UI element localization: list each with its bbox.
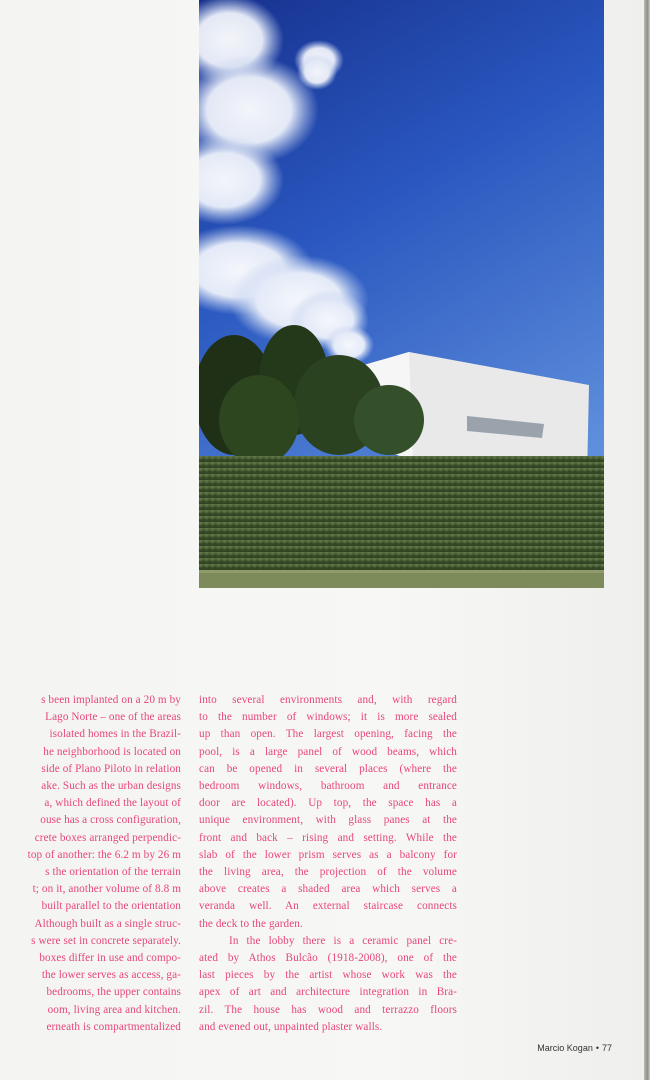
text-line: last pieces by the artist whose work was the: [199, 969, 457, 982]
text-line: bedroom windows, bathroom and entrance: [199, 780, 457, 793]
text-line: door are located). Up top, the space has a: [199, 797, 457, 810]
text-line: ated by Athos Bulcão (1918-2008), one of the: [199, 952, 457, 965]
article-column-left: [0, 692, 181, 1036]
text-line: top of another: the 6.2 m by 26 m: [27, 848, 181, 861]
text-line: t; on it, another volume of 8.8 m: [32, 883, 181, 896]
text-line: s the orientation of the terrain: [45, 866, 181, 879]
text-line: the deck to the garden.: [199, 917, 303, 930]
text-line: side of Plano Piloto in relation: [41, 762, 181, 775]
text-line: to the number of windows; it is more sealed: [199, 711, 457, 724]
text-line: and evened out, unpainted plaster walls.: [199, 1020, 383, 1033]
hedge: [199, 456, 604, 574]
house-photo: [199, 0, 604, 588]
text-line: In the lobby there is a ceramic panel cre-: [229, 934, 457, 947]
page-footer: [537, 1043, 612, 1053]
text-line: unique environment, with glass panes at the: [199, 814, 457, 827]
lawn: [199, 572, 604, 588]
text-line: oom, living area and kitchen.: [47, 1003, 181, 1016]
text-line: into several environments and, with regard: [199, 694, 457, 706]
text-line: zil. The house has wood and terrazzo floors: [199, 1003, 457, 1016]
text-line: the living area, the projection of the volume: [199, 866, 457, 879]
text-line: s been implanted on a 20 m by: [41, 694, 181, 706]
text-line: pool, is a large panel of wood beams, which: [199, 745, 457, 758]
text-line: ouse has a cross configuration,: [40, 814, 181, 827]
text-line: bedrooms, the upper contains: [46, 986, 181, 999]
article-column-right: [199, 692, 457, 1036]
text-line: can be opened in several places (where the: [199, 762, 457, 775]
page-number: 77: [601, 1043, 612, 1053]
text-line: front and back – rising and setting. While the: [199, 831, 457, 844]
text-line: veranda well. An external staircase connects: [199, 900, 457, 913]
text-line: the lower serves as access, ga-: [41, 969, 181, 982]
text-line: ake. Such as the urban designs: [41, 780, 181, 793]
text-line: Although built as a single struc-: [34, 917, 181, 930]
text-line: isolated homes in the Brazil-: [49, 728, 181, 741]
text-line: he neighborhood is located on: [43, 745, 181, 758]
text-line: a, which defined the layout of: [44, 797, 181, 810]
footer-bullet: •: [595, 1043, 599, 1053]
text-line: erneath is compartmentalized: [46, 1020, 181, 1033]
text-line: built parallel to the orientation: [41, 900, 181, 913]
text-line: apex of art and architecture integration in Bra-: [199, 986, 457, 999]
text-line: Lago Norte – one of the areas: [45, 711, 181, 724]
text-line: crete boxes arranged perpendic-: [34, 831, 181, 844]
text-line: boxes differ in use and compo-: [39, 952, 181, 965]
page-edge: [644, 0, 650, 1080]
text-line: s were set in concrete separately.: [31, 934, 181, 947]
footer-author: Marcio Kogan: [537, 1043, 593, 1053]
text-line: up than open. The largest opening, facing the: [199, 728, 457, 741]
text-line: slab of the lower prism serves as a balcony for: [199, 848, 457, 861]
text-line: above creates a shaded area which serves a: [199, 883, 457, 896]
